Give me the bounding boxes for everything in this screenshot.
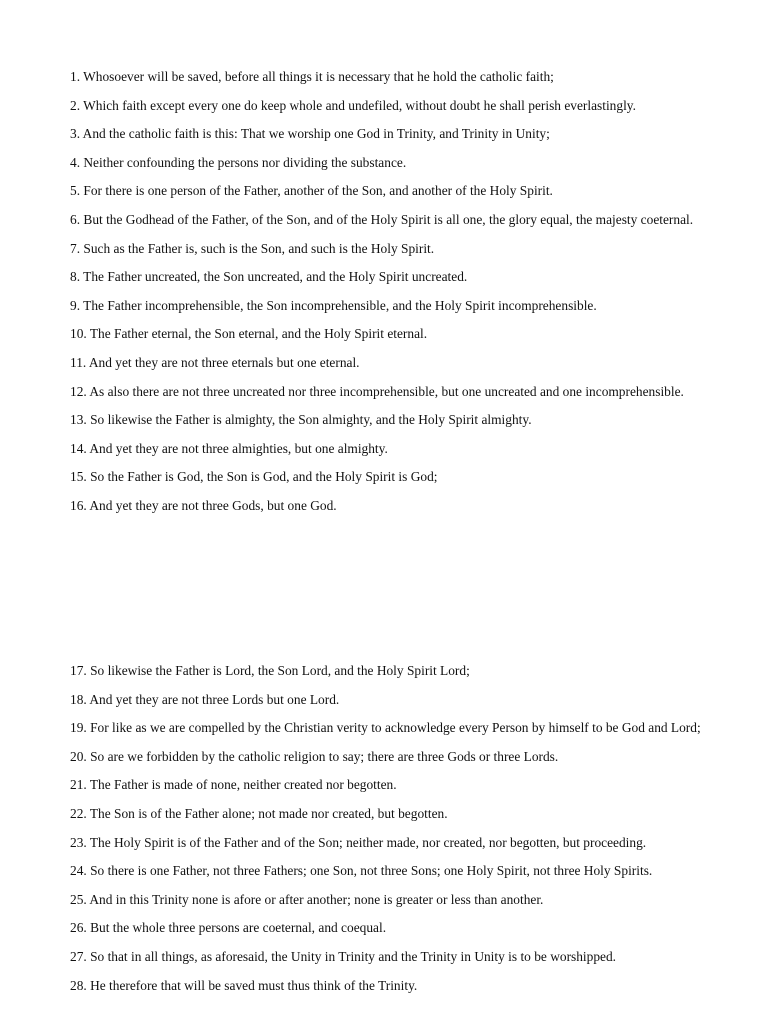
- creed-line: 25. And in this Trinity none is afore or after another; none is greater or less than another.: [70, 891, 544, 907]
- creed-line: 13. So likewise the Father is almighty, the Son almighty, and the Holy Spirit almighty.: [70, 412, 532, 428]
- creed-line: 3. And the catholic faith is this: That we worship one God in Trinity, and Trinity in Unity;: [70, 126, 550, 142]
- creed-line: 8. The Father uncreated, the Son uncreated, and the Holy Spirit uncreated.: [70, 269, 468, 285]
- creed-line: 5. For there is one person of the Father, another of the Son, and another of the Holy Spirit.: [70, 183, 553, 199]
- creed-line: 12. As also there are not three uncreated nor three incomprehensible, but one uncreated and one incomprehensible.: [70, 383, 684, 399]
- creed-section-first: [70, 68, 728, 526]
- creed-line: 15. So the Father is God, the Son is God, and the Holy Spirit is God;: [70, 469, 438, 485]
- creed-line: 11. And yet they are not three eternals but one eternal.: [70, 354, 360, 370]
- creed-line: 28. He therefore that will be saved must thus think of the Trinity.: [70, 977, 418, 993]
- creed-line: 24. So there is one Father, not three Fathers; one Son, not three Sons; one Holy Spirit, not three Holy Spirits.: [70, 863, 653, 879]
- creed-line: 17. So likewise the Father is Lord, the Son Lord, and the Holy Spirit Lord;: [70, 663, 470, 678]
- creed-section-second: [70, 662, 728, 1005]
- creed-line: 27. So that in all things, as aforesaid, the Unity in Trinity and the Trinity in Unity is to be worshipped.: [70, 948, 617, 964]
- creed-line: 4. Neither confounding the persons nor dividing the substance.: [70, 154, 407, 170]
- creed-line: 9. The Father incomprehensible, the Son incomprehensible, and the Holy Spirit incomprehensible.: [70, 297, 597, 313]
- creed-line: 2. Which faith except every one do keep whole and undefiled, without doubt he shall perish everlastingly.: [70, 97, 636, 113]
- creed-line: 16. And yet they are not three Gods, but one God.: [70, 497, 337, 513]
- creed-line: 23. The Holy Spirit is of the Father and of the Son; neither made, nor created, nor begotten, but proceeding.: [70, 834, 647, 850]
- creed-line: 26. But the whole three persons are coeternal, and coequal.: [70, 920, 387, 936]
- creed-line: 14. And yet they are not three almighties, but one almighty.: [70, 440, 388, 456]
- creed-line: 1. Whosoever will be saved, before all things it is necessary that he hold the catholic faith;: [70, 69, 554, 84]
- creed-line: 10. The Father eternal, the Son eternal, and the Holy Spirit eternal.: [70, 326, 428, 342]
- creed-line: 18. And yet they are not three Lords but one Lord.: [70, 691, 340, 707]
- creed-line: 6. But the Godhead of the Father, of the Son, and of the Holy Spirit is all one, the glory equal, the majesty coeternal.: [70, 211, 694, 227]
- creed-line: 22. The Son is of the Father alone; not made nor created, but begotten.: [70, 805, 448, 821]
- creed-line: 7. Such as the Father is, such is the Son, and such is the Holy Spirit.: [70, 240, 435, 256]
- creed-line: 19. For like as we are compelled by the Christian verity to acknowledge every Person by himself to be God and Lord;: [70, 720, 701, 736]
- creed-line: 20. So are we forbidden by the catholic religion to say; there are three Gods or three Lords.: [70, 748, 559, 764]
- creed-line: 21. The Father is made of none, neither created nor begotten.: [70, 777, 397, 793]
